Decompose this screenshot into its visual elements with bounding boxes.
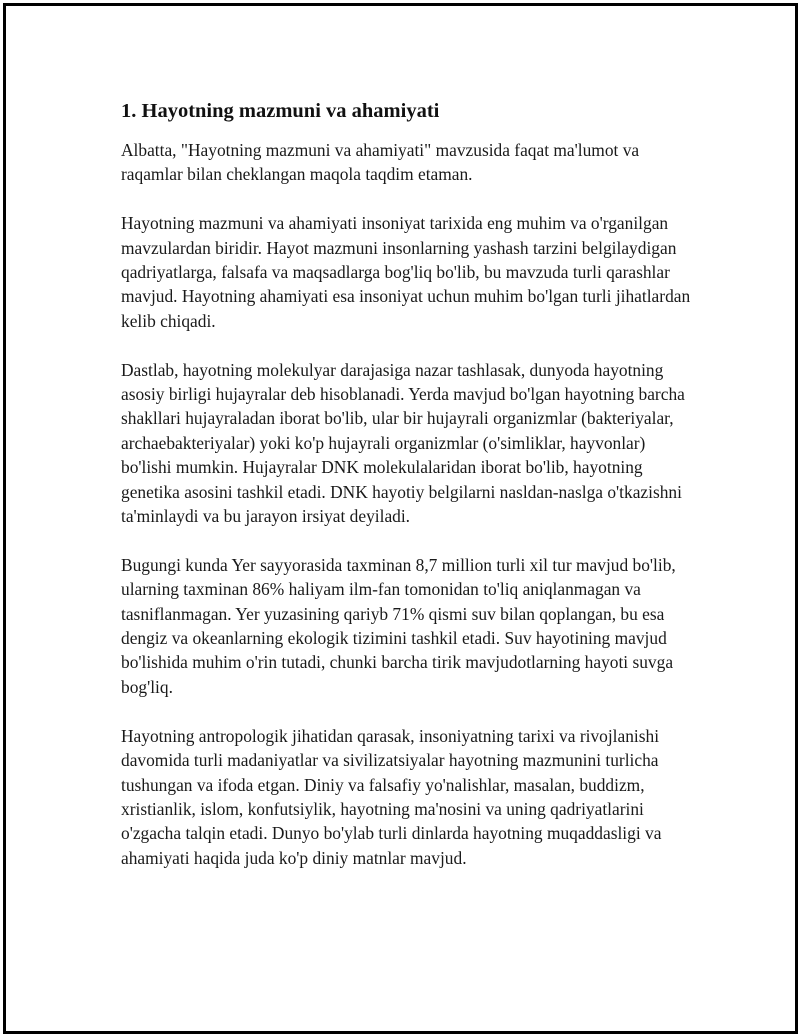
paragraph-anthropology: Hayotning antropologik jihatidan qarasak, insoniyatning tarixi va rivojlanishi davomida turli madaniyatlar va sivilizatsiyalar hayotning mazmunini turlicha tushungan va ifoda etgan. Diniy va falsafiy yo'nalishlar, masalan, buddizm, xristianlik, islom, konfutsiylik, hayotning ma'nosini va uning qadriyatlarini o'zgacha talqin etadi. Dunyo bo'ylab turli dinlarda hayotning muqaddasligi va ahamiyati haqida juda ko'p diniy matnlar mavjud. [121,725,662,868]
paragraph-meaning: Hayotning mazmuni va ahamiyati insoniyat tarixida eng muhim va o'rganilgan mavzulardan biridir. Hayot mazmuni insonlarning yashash tarzini belgilaydigan qadriyatlarga, falsafa va maqsadlarga bog'liq bo'lib, bu mavzuda turli qarashlar mavjud. Hayotning ahamiyati esa insoniyat uchun muhim bo'lgan turli jihatlardan kelib chiqadi. [121,213,691,331]
document-title: 1. Hayotning mazmuni va ahamiyati [121,100,440,122]
paragraph-molecular: Dastlab, hayotning molekulyar darajasiga nazar tashlasak, dunyoda hayotning asosiy birligi hujayralar deb hisoblanadi. Yerda mavjud bo'lgan hayotning barcha shakllari hujayraladan iborat bo'lib, ular bir hujayrali organizmlar (bakteriyalar, archaebakteriyalar) yoki ko'p hujayrali organizmlar (o'simliklar, hayvonlar) bo'lishi mumkin. Hujayralar DNK molekulalaridan iborat bo'lib, hayotning genetika asosini tashkil etadi. DNK hayotiy belgilarni nasldan-naslga o'tkazishni ta'minlaydi va bu jarayon irsiyat deyiladi. [121,359,685,527]
paragraph-species: Bugungi kunda Yer sayyorasida taxminan 8,7 million turli xil tur mavjud bo'lib, ularning taxminan 86% haliyam ilm-fan tomonidan to'liq aniqlanmagan va tasniflanmagan. Yer yuzasining qariyb 71% qismi suv bilan qoplangan, bu esa dengiz va okeanlarning ekologik tizimini tashkil etadi. Suv hayotining mavjud bo'lishida muhim o'rin tutadi, chunki barcha tirik mavjudotlarning hayoti suvga bog'liq. [121,554,676,697]
document-body [121,98,693,895]
page-frame [3,3,798,1034]
paragraph-intro: Albatta, "Hayotning mazmuni va ahamiyati" mavzusida faqat ma'lumot va raqamlar bilan cheklangan maqola taqdim etaman. [121,140,640,185]
